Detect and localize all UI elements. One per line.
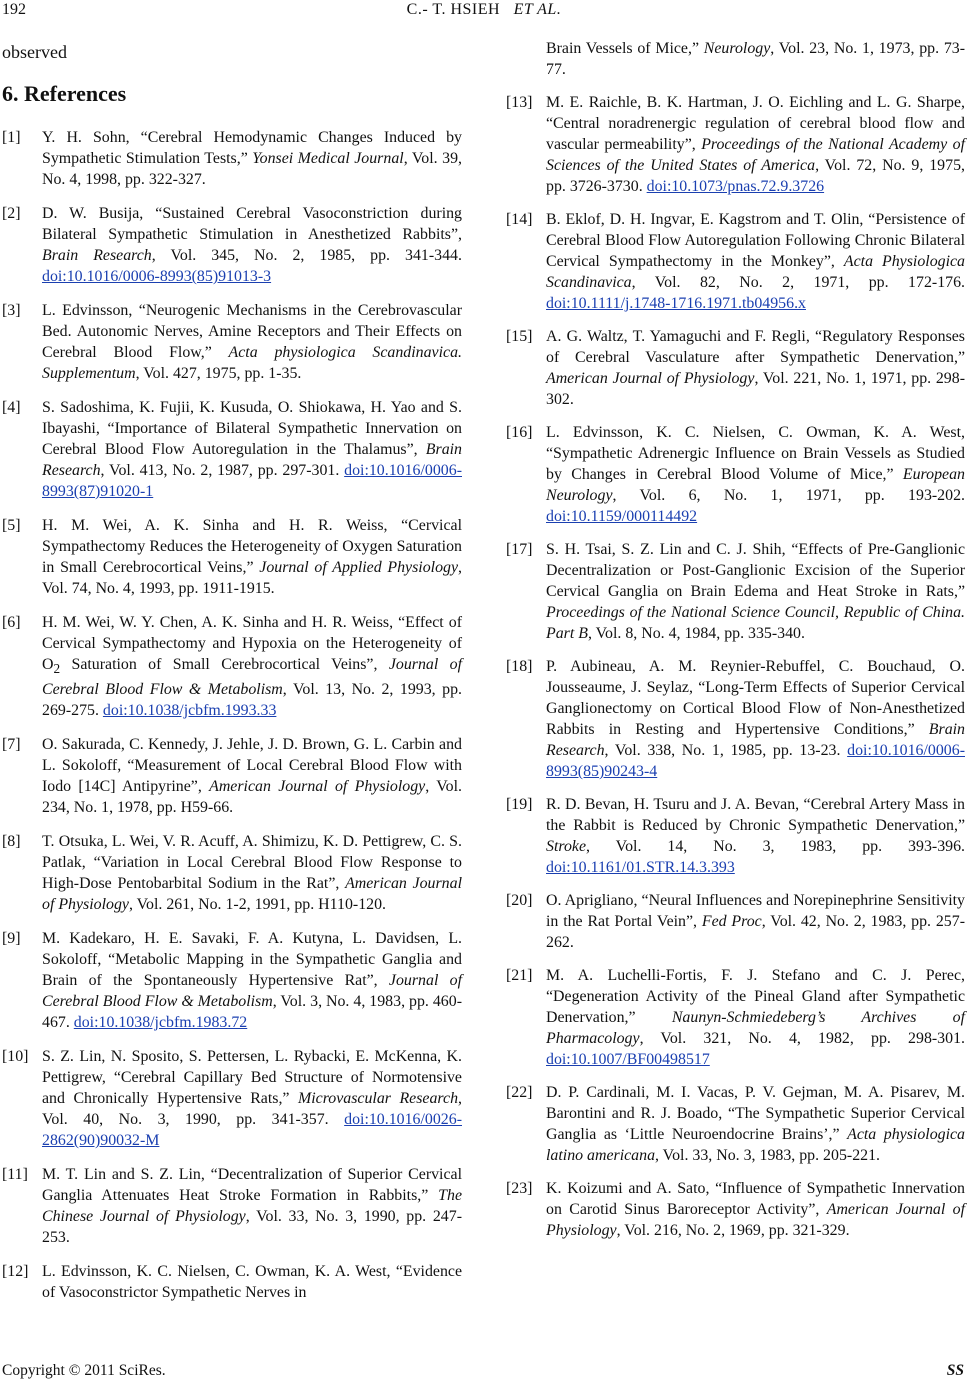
reference-text: M. Kadekaro, H. E. Savaki, F. A. Kutyna, L. Davidsen, L. Sokoloff, “Metabolic Mapping in the Sympathetic Ganglia and Brain of the Spontaneously Hypertensive Rat”, [42, 930, 462, 990]
reference-number: [21] [506, 967, 533, 984]
reference-continuation [506, 38, 965, 80]
reference-text: , Vol. 33, No. 3, 1990, pp. 247-253. [42, 1208, 462, 1247]
reference-text: , Vol. 8, No. 4, 1984, pp. 335-340. [587, 625, 805, 642]
reference-body [546, 1082, 965, 1166]
reference-text: D. P. Cardinali, M. I. Vacas, P. V. Gejman, M. A. Pisarev, M. Barontini and R. J. Boado, “The Sympathetic Superior Cervical Ganglia as ‘Little Neuroendocrine Brains’,” [546, 1084, 965, 1143]
reference-body [546, 539, 965, 644]
reference-body [42, 515, 462, 599]
reference-number: [20] [506, 892, 533, 909]
journal-title: Naunyn-Schmiedeberg’s Archives of Pharmacology [546, 1009, 965, 1047]
reference-item [506, 1178, 965, 1241]
reference-text: , Vol. 427, 1975, pp. 1-35. [135, 365, 302, 382]
reference-text: , Vol. 261, No. 1-2, 1991, pp. H110-120. [128, 896, 387, 914]
reference-item [2, 203, 462, 287]
reference-body [42, 1164, 462, 1248]
reference-body [546, 92, 965, 197]
journal-title: The Chinese Journal of Physiology [42, 1187, 462, 1226]
reference-text: L. Edvinsson, K. C. Nielsen, C. Owman, K. A. West, “Evidence of Vasoconstrictor Sympathetic Nerves in [42, 1263, 462, 1302]
reference-text: O. Aprigliano, “Neural Influences and Norepinephrine Sensitivity in the Rat Portal Vein”, [546, 892, 965, 930]
journal-title: Neurology [703, 40, 771, 57]
reference-item [2, 831, 462, 915]
reference-body [42, 1261, 462, 1303]
journal-title: Journal of Cerebral Blood Flow & Metabolism [42, 972, 462, 1011]
reference-body [42, 928, 462, 1033]
reference-text: , Vol. 39, No. 4, 1998, pp. 322-327. [42, 150, 462, 188]
reference-item [506, 890, 965, 953]
reference-text: , Vol. 321, No. 4, 1982, pp. 298-301. [639, 1030, 965, 1047]
reference-text: , Vol. 221, No. 1, 1971, pp. 298-302. [546, 370, 965, 408]
journal-title: Stroke [546, 838, 587, 855]
reference-text: , Vol. 413, No. 2, 1987, pp. 297-301. [100, 462, 345, 479]
reference-number: [19] [506, 796, 533, 813]
reference-item [506, 209, 965, 314]
journal-title: Brain Research [546, 721, 965, 759]
journal-title: American Journal of Physiology [209, 778, 426, 796]
reference-number: [23] [506, 1180, 533, 1197]
doi-link[interactable]: doi:10.1073/pnas.72.9.3726 [646, 178, 825, 195]
doi-link[interactable]: doi:10.1038/jcbfm.1993.33 [102, 702, 277, 720]
reference-number: [15] [506, 328, 533, 345]
reference-item [2, 300, 462, 384]
reference-body [546, 1178, 965, 1241]
reference-item [506, 326, 965, 410]
reference-number: [10] [2, 1048, 29, 1066]
reference-text: Y. H. Sohn, “Cerebral Hemodynamic Changes Induced by Sympathetic Stimulation Tests,” [42, 129, 462, 167]
reference-item [2, 1046, 462, 1151]
reference-text: H. M. Wei, A. K. Sinha and H. R. Weiss, “Cervical Sympathectomy Reduces the Heterogeneity of Oxygen Saturation in Small Cerebrocortical Veins,” [42, 517, 462, 576]
journal-title: Fed Proc [701, 913, 762, 930]
reference-text: H. M. Wei, W. Y. Chen, A. K. Sinha and H. R. Weiss, “Effect of Cervical Sympathectomy and Hypoxia on the Heterogeneity of O [42, 614, 462, 673]
reference-item [506, 539, 965, 644]
reference-text: M. T. Lin and S. Z. Lin, “Decentralization of Superior Cervical Ganglia Attenuates Heat Stroke Formation in Rabbits,” [42, 1166, 462, 1205]
reference-text: Saturation of Small Cerebrocortical Veins”, [60, 656, 389, 673]
reference-number: [12] [2, 1263, 29, 1281]
reference-text: , Vol. 3, No. 4, 1983, pp. 460-467. [42, 993, 462, 1032]
doi-link[interactable]: doi:10.1016/0006-8993(87)91020-1 [42, 462, 462, 500]
reference-text: , Vol. 72, No. 9, 1975, pp. 3726-3730. [546, 157, 965, 195]
section-title: 6. References [2, 81, 127, 106]
reference-text: O. Sakurada, C. Kennedy, J. Jehle, J. D. Brown, G. L. Carbin and L. Sokoloff, “Measurement of Local Cerebral Blood Flow with Iodo [14C] Antipyrine”, [42, 736, 462, 796]
reference-text: P. Aubineau, A. M. Reynier-Rebuffel, C. Bouchaud, O. Jousseaume, J. Seylaz, “Long-Term Effects of Superior Cervical Ganglionectomy on Cortical Blood Flow of Non-Anesthetized Rabbits in Resting and Hypertensive Conditions,” [546, 658, 965, 738]
doi-link[interactable]: doi:10.1007/BF00498517 [546, 1051, 710, 1068]
reference-text: S. Z. Lin, N. Sposito, S. Pettersen, L. Rybacki, E. McKenna, K. Pettigrew, “Cerebral Capillary Bed Structure of Normotensive and Chronically Hypertensive Rats,” [42, 1048, 462, 1108]
reference-text: K. Koizumi and A. Sato, “Influence of Sympathetic Innervation on Carotid Sinus Baroreceptor Activity”, [546, 1180, 965, 1218]
reference-number: [14] [506, 211, 533, 228]
reference-body [42, 300, 462, 384]
reference-item [2, 612, 462, 721]
reference-text: L. Edvinsson, “Neurogenic Mechanisms in the Cerebrovascular Bed. Autonomic Nerves, Amine Receptors and Their Effects on Cerebral Blood Flow,” [42, 302, 462, 361]
doi-link[interactable]: doi:10.1038/jcbfm.1983.72 [73, 1014, 248, 1032]
running-title-authors: C.- T. HSIEH [406, 1, 501, 18]
reference-number: [9] [2, 930, 21, 948]
doi-link[interactable]: doi:10.1159/000114492 [546, 508, 698, 525]
journal-title: Proceedings of the National Science Council, Republic of China. Part B [546, 604, 965, 642]
journal-title: American Journal of Physiology [42, 875, 462, 914]
reference-number: [13] [506, 94, 533, 111]
reference-item [506, 422, 965, 527]
journal-title: American Journal of Physiology [546, 370, 755, 387]
reference-text: L. Edvinsson, K. C. Nielsen, C. Owman, K. A. West, “Sympathetic Adrenergic Influence on Brain Vessels as Studied by Changes in Cerebral Blood Volume of Mice,” [546, 424, 965, 483]
reference-text: R. D. Bevan, H. Tsuru and J. A. Bevan, “Cerebral Artery Mass in the Rabbit is Reduced by Chronic Sympathetic Denervation,” [546, 796, 965, 834]
reference-body [546, 422, 965, 527]
reference-text: A. G. Waltz, T. Yamaguchi and F. Regli, “Regulatory Responses of Cerebral Vasculature after Sympathetic Denervation,” [546, 328, 965, 366]
journal-title: Acta physiologica latino americana [546, 1126, 965, 1164]
reference-text: B. Eklof, D. H. Ingvar, E. Kagstrom and T. Olin, “Persistence of Cerebral Blood Flow Autoregulation Following Chronic Bilateral Cervical Sympathectomy in the Monkey”, [546, 211, 965, 270]
reference-text: , Vol. 345, No. 2, 1985, pp. 341-344. [151, 247, 462, 264]
reference-body [546, 326, 965, 410]
reference-body [42, 397, 462, 502]
journal-title: Yonsei Medical Journal [252, 150, 404, 167]
reference-text: S. H. Tsai, S. Z. Lin and C. J. Shih, “Effects of Pre-Ganglionic Decentralization or Post-Ganglionic Excision of the Superior Cervical Ganglia on Brain Edema and Heat Stroke in Rats,” [546, 541, 965, 600]
reference-text: , Vol. 23, No. 1, 1973, pp. 73-77. [546, 40, 966, 78]
reference-item [2, 515, 462, 599]
doi-link[interactable]: doi:10.1161/01.STR.14.3.393 [546, 859, 735, 876]
reference-item [2, 1164, 462, 1248]
reference-number: [11] [2, 1166, 28, 1184]
reference-number: [18] [506, 658, 533, 675]
reference-body [42, 1046, 462, 1151]
journal-title: Acta physiologica Scandinavica. Supplementum [42, 344, 462, 382]
reference-text: , Vol. 14, No. 3, 1983, pp. 393-396. [586, 838, 965, 855]
reference-number: [4] [2, 399, 21, 416]
reference-text: , Vol. 216, No. 2, 1969, pp. 321-329. [616, 1222, 850, 1239]
reference-body [42, 127, 462, 190]
reference-body [546, 965, 965, 1070]
left-column [2, 38, 462, 1316]
right-column [506, 38, 965, 1253]
reference-text: , Vol. 40, No. 3, 1990, pp. 341-357. [42, 1090, 462, 1129]
reference-text: , Vol. 74, No. 4, 1993, pp. 1911-1915. [42, 559, 462, 597]
reference-text: S. Sadoshima, K. Fujii, K. Kusuda, O. Shiokawa, H. Yao and S. Ibayashi, “Importance of Bilateral Sympathetic Innervation on Cerebral Blood Flow Autoregulation in the Thalamus”, [42, 399, 462, 458]
reference-body [42, 612, 462, 721]
reference-item [506, 92, 965, 197]
journal-title: American Journal of Physiology [546, 1201, 965, 1239]
doi-link[interactable]: doi:10.1016/0006-8993(85)90243-4 [546, 742, 965, 780]
journal-title: Microvascular Research [298, 1090, 459, 1108]
reference-item [506, 794, 965, 878]
reference-number: [7] [2, 736, 21, 754]
reference-body [546, 890, 965, 953]
reference-text: D. W. Busija, “Sustained Cerebral Vasoconstriction during Bilateral Sympathetic Stimulation in Anesthetized Rabbits”, [42, 205, 462, 243]
reference-text: , Vol. 13, No. 2, 1993, pp. 269-275. [42, 681, 462, 720]
reference-number: [8] [2, 833, 21, 851]
reference-number: [2] [2, 205, 21, 222]
journal-title: Journal of Applied Physiology [259, 559, 459, 576]
reference-item [2, 397, 462, 502]
running-title-etal: ET AL. [513, 1, 562, 18]
journal-title: Brain Research [42, 441, 462, 479]
reference-number: [1] [2, 129, 21, 146]
reference-text: , Vol. 42, No. 2, 1983, pp. 257-262. [546, 913, 965, 951]
copyright-notice: Copyright © 2011 SciRes. [2, 1362, 166, 1379]
continued-text: observed [2, 42, 67, 62]
reference-text: M. E. Raichle, B. K. Hartman, J. O. Eichling and L. G. Sharpe, “Central noradrenergic regulation of cerebral blood flow and vascular permeability”, [546, 94, 965, 153]
reference-text: , Vol. 82, No. 2, 1971, pp. 172-176. [631, 274, 965, 291]
reference-number: [16] [506, 424, 533, 441]
reference-text: T. Otsuka, L. Wei, V. R. Acuff, A. Shimizu, K. D. Pettigrew, C. S. Patlak, “Variation in Local Cerebral Blood Flow Response to High-Dose Pentobarbital Sodium in the Rat”, [42, 833, 462, 893]
reference-body [546, 209, 965, 314]
reference-item [2, 734, 462, 818]
reference-text: , Vol. 338, No. 1, 1985, pp. 13-23. [604, 742, 848, 759]
reference-item [2, 928, 462, 1033]
reference-list-left [2, 127, 462, 1303]
journal-abbrev: SS [946, 1362, 964, 1379]
reference-text: , Vol. 33, No. 3, 1983, pp. 205-221. [655, 1147, 880, 1164]
journal-title: Journal of Cerebral Blood Flow & Metabolism [42, 656, 462, 699]
doi-link[interactable]: doi:10.1016/0006-8993(85)91013-3 [42, 268, 272, 285]
reference-body [42, 831, 462, 915]
reference-number: [6] [2, 614, 21, 631]
reference-continuation-text [546, 38, 965, 80]
reference-body [546, 794, 965, 878]
reference-number: [5] [2, 517, 21, 534]
running-title [0, 1, 968, 19]
doi-link[interactable]: doi:10.1016/0026-2862(90)90032-M [42, 1111, 462, 1150]
reference-item [2, 127, 462, 190]
reference-text: Brain Vessels of Mice,” [546, 40, 704, 57]
journal-title: Brain Research [42, 247, 152, 264]
reference-body [42, 203, 462, 287]
reference-text: , Vol. 234, No. 1, 1978, pp. H59-66. [42, 778, 462, 817]
reference-item [506, 656, 965, 782]
reference-item [506, 965, 965, 1070]
subscript: 2 [53, 661, 61, 677]
reference-number: [3] [2, 302, 21, 319]
reference-number: [17] [506, 541, 533, 558]
doi-link[interactable]: doi:10.1111/j.1748-1716.1971.tb04956.x [546, 295, 806, 312]
reference-body [546, 656, 965, 782]
reference-text: , Vol. 6, No. 1, 1971, pp. 193-202. [612, 487, 965, 504]
page-number: 192 [2, 1, 26, 18]
journal-title: Proceedings of the National Academy of Sciences of the United States of America [546, 136, 965, 174]
reference-item [2, 1261, 462, 1303]
reference-body [42, 734, 462, 818]
reference-item [506, 1082, 965, 1166]
reference-list-right [506, 92, 965, 1241]
journal-title: Acta Physiologica Scandinavica [546, 253, 966, 291]
reference-number: [22] [506, 1084, 533, 1101]
journal-title: European Neurology [546, 466, 965, 504]
running-header [0, 0, 968, 24]
reference-text: M. A. Luchelli-Fortis, F. J. Stefano and C. J. Perec, “Degeneration Activity of the Pineal Gland after Sympathetic Denervation,” [546, 967, 965, 1026]
